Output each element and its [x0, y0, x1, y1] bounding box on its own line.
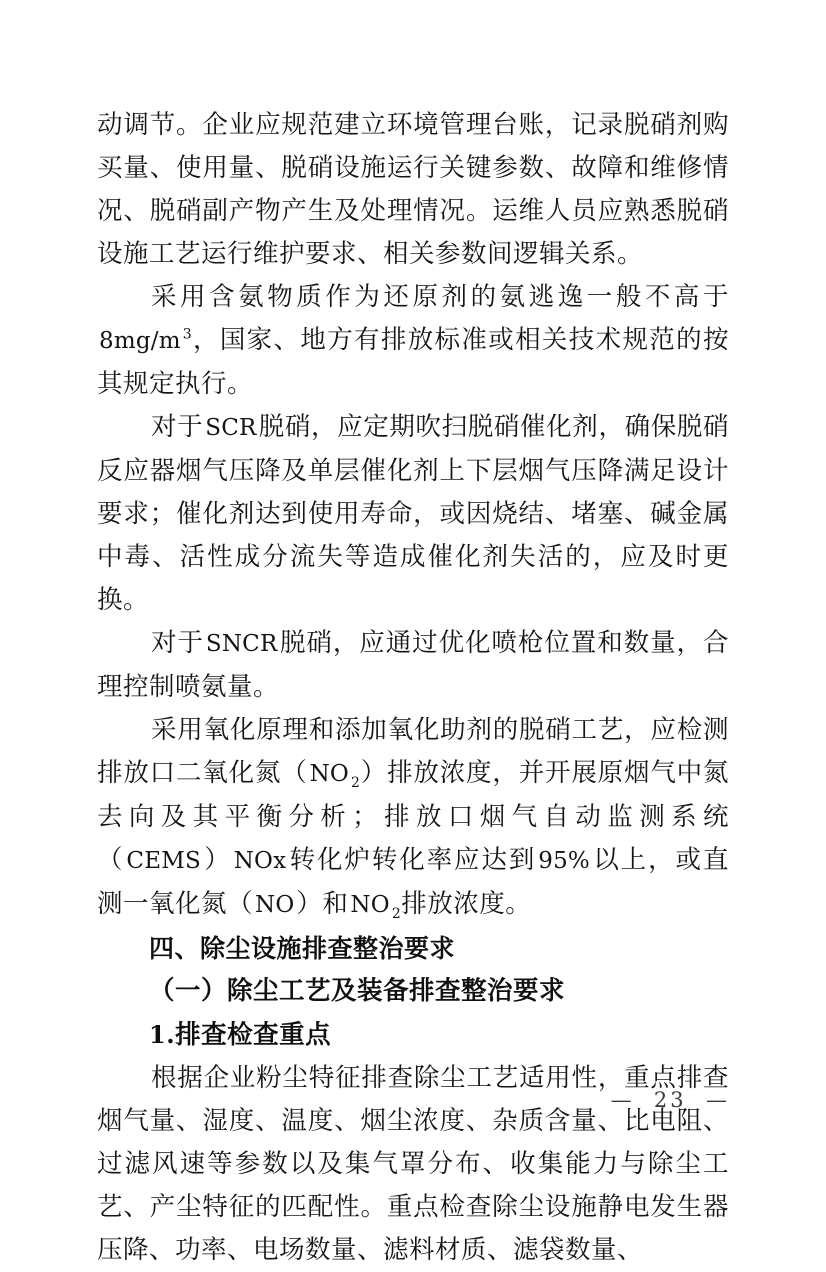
- oxidation-segment-7: 排放浓度。: [401, 889, 532, 919]
- heading-section-four: 四、除尘设施排查整治要求: [149, 934, 456, 963]
- heading-item-one-title: 排查检查重点: [175, 1020, 332, 1050]
- paragraph-dust-inspection: 根据企业粉尘特征排查除尘工艺适用性，重点排查烟气量、湿度、温度、烟尘浓度、杂质含量、比电阻、过滤风速等参数以及集气罩分布、收集能力与除尘工艺、产尘特征的匹配性。重点检查除尘设施静电发生器压降、功率、电场数量、滤料材质、滤袋数量、: [97, 1063, 729, 1265]
- oxidation-segment-5: 以上，或直测一氧化氮（: [97, 845, 729, 919]
- scr-tail: 脱硝，应定期吹扫脱硝催化剂，确保脱硝反应器烟气压降及单层催化剂上下层烟气压降满足设计要求；催化剂达到使用寿命，或因烧结、堵塞、碱金属中毒、活性成分流失等造成催化剂失活的，应及时更换。: [97, 412, 729, 615]
- no2-formula-subscript: 2: [351, 775, 361, 792]
- no2-formula-base-second: NO: [350, 892, 390, 918]
- oxidation-segment-4: 转化炉转化率应达到: [288, 845, 537, 875]
- scr-term: SCR: [205, 415, 257, 441]
- page-number: — 23 —: [610, 1088, 730, 1112]
- paragraph-sncr: [97, 622, 729, 709]
- paragraph-continuation: 动调节。企业应规范建立环境管理台账，记录脱硝剂购买量、使用量、脱硝设施运行关键参数、故障和维修情况、脱硝副产物产生及处理情况。运维人员应熟悉脱硝设施工艺运行维护要求、相关参数间逻辑关系。: [97, 110, 729, 269]
- ammonia-slip-superscript: 3: [182, 326, 193, 343]
- nox-abbreviation: NOx: [233, 848, 287, 874]
- heading-subsection-one: （一）除尘工艺及装备排查整治要求: [149, 976, 566, 1006]
- cems-abbreviation: CEMS: [126, 848, 201, 874]
- ammonia-slip-value: 8mg/m: [99, 328, 181, 354]
- no2-formula-base: NO: [309, 761, 349, 787]
- oxidation-segment-3: ）: [202, 845, 232, 875]
- sncr-lead: 对于: [151, 628, 204, 658]
- conversion-rate-value: 95%: [538, 848, 590, 874]
- oxidation-segment-6: ）和: [296, 889, 349, 919]
- sncr-tail: 脱硝，应通过优化喷枪位置和数量，合理控制喷氨量。: [97, 628, 729, 702]
- oxidation-segment-1: 采用氧化原理和添加氧化助剂的脱硝工艺，应检测排放口二氧化氮（: [97, 715, 729, 788]
- heading-item-one: [97, 1013, 729, 1057]
- scr-lead: 对于: [151, 412, 204, 442]
- ammonia-slip-lead: 采用含氨物质作为还原剂的氨逃逸一般不高于: [151, 282, 729, 312]
- paragraph-ammonia-slip: [97, 276, 729, 406]
- paragraph-scr: [97, 406, 729, 622]
- oxidation-segment-2: ）排放浓度，并开展原烟气中氮去向及其平衡分析；排放口烟气自动监测系统（: [97, 758, 729, 875]
- ammonia-slip-tail: ，国家、地方有排放标准或相关技术规范的按其规定执行。: [97, 325, 729, 399]
- page-footer: [0, 1088, 826, 1112]
- no2-formula-subscript-second: 2: [391, 906, 402, 923]
- sncr-term: SNCR: [205, 631, 278, 657]
- paragraph-oxidation: [97, 709, 729, 927]
- heading-item-one-number: 1.: [149, 1020, 176, 1049]
- no-formula: NO: [255, 892, 295, 918]
